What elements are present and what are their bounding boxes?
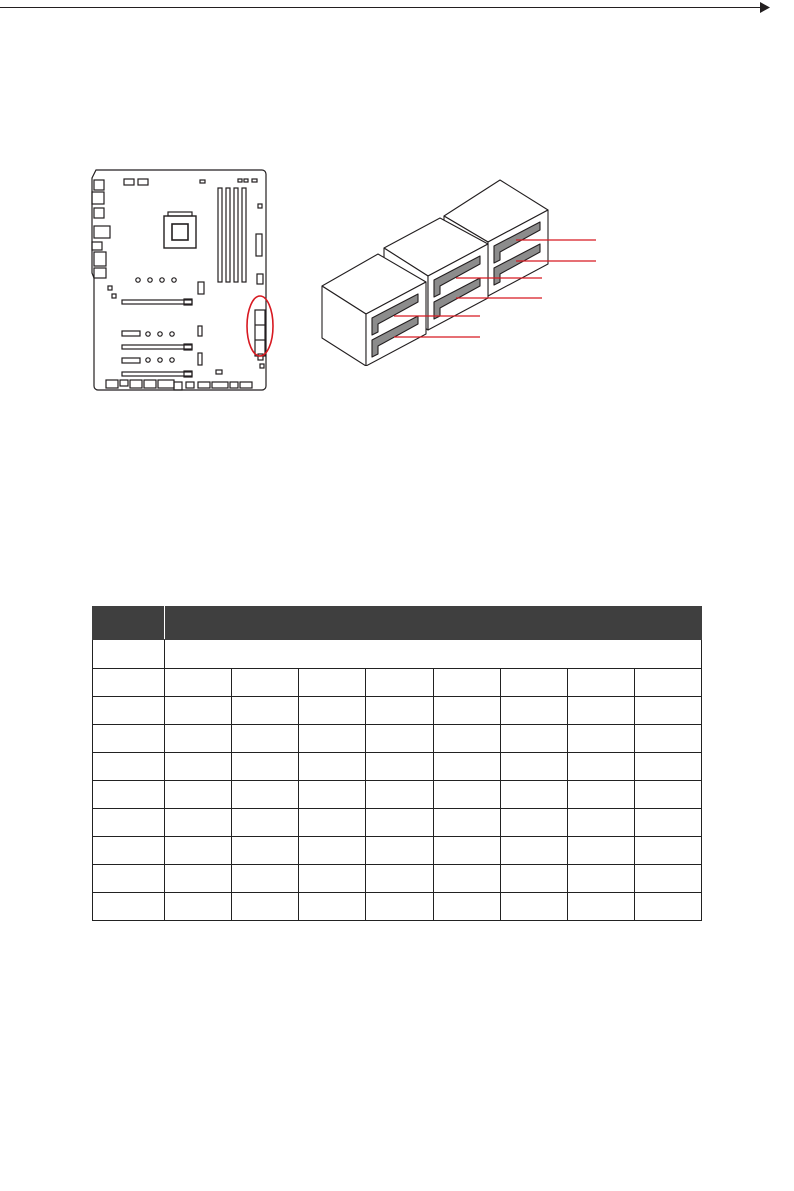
table-cell (634, 809, 701, 837)
table-cell (567, 893, 634, 921)
table-cell (634, 725, 701, 753)
table-row (93, 669, 702, 697)
table-cell (433, 837, 500, 865)
table-cell (634, 893, 701, 921)
table-cell (93, 837, 165, 865)
table-cell (165, 753, 232, 781)
table-cell (93, 753, 165, 781)
table-cell (299, 725, 366, 753)
table-cell (165, 837, 232, 865)
table-cell (165, 697, 232, 725)
table-cell (93, 640, 165, 669)
table-cell (165, 725, 232, 753)
table-cell (232, 781, 299, 809)
table-cell (366, 865, 433, 893)
table-cell (165, 809, 232, 837)
table-cell (433, 809, 500, 837)
pin-definition-table (92, 606, 702, 921)
table-cell (366, 725, 433, 753)
table-cell (500, 781, 567, 809)
table-cell (567, 809, 634, 837)
table-cell (433, 669, 500, 697)
table-row (93, 893, 702, 921)
table-cell (232, 865, 299, 893)
table-cell (433, 781, 500, 809)
table-cell (366, 809, 433, 837)
table-cell (299, 837, 366, 865)
motherboard-layout-icon (80, 168, 280, 400)
table-cell (299, 669, 366, 697)
table-cell (567, 697, 634, 725)
header-rule (0, 0, 794, 40)
table-cell (93, 809, 165, 837)
table-cell (634, 669, 701, 697)
table-cell (165, 669, 232, 697)
table-cell (500, 725, 567, 753)
table-cell (366, 753, 433, 781)
table-cell (567, 837, 634, 865)
table-row (93, 837, 702, 865)
table-row (93, 725, 702, 753)
table-cell (232, 725, 299, 753)
table-cell (299, 893, 366, 921)
table-cell (232, 697, 299, 725)
table-cell (366, 893, 433, 921)
table-cell (366, 669, 433, 697)
table-cell (500, 837, 567, 865)
table-cell (165, 640, 702, 669)
table-cell (165, 781, 232, 809)
table-cell (433, 865, 500, 893)
sata-port-stack-icon (312, 176, 612, 366)
table-cell (433, 725, 500, 753)
table-cell (567, 725, 634, 753)
table-cell (232, 893, 299, 921)
table-cell (433, 697, 500, 725)
table-subheader-row (93, 640, 702, 669)
table-cell (299, 865, 366, 893)
table-cell (366, 781, 433, 809)
table-cell (232, 669, 299, 697)
table-cell (299, 781, 366, 809)
table-cell (232, 809, 299, 837)
table-cell (232, 837, 299, 865)
table-row (93, 809, 702, 837)
table-cell (634, 837, 701, 865)
table-cell (93, 781, 165, 809)
table-cell (634, 865, 701, 893)
table-row (93, 697, 702, 725)
table-cell (500, 809, 567, 837)
table-cell (93, 725, 165, 753)
table-cell (500, 697, 567, 725)
table-cell (634, 781, 701, 809)
table-cell (165, 865, 232, 893)
table-cell (433, 893, 500, 921)
table-cell (165, 893, 232, 921)
table-cell (299, 809, 366, 837)
table-cell (299, 753, 366, 781)
table-cell (634, 697, 701, 725)
table-cell (93, 865, 165, 893)
table-cell (93, 697, 165, 725)
table-cell (500, 865, 567, 893)
table-cell (232, 753, 299, 781)
table-row (93, 781, 702, 809)
table-header-cell (165, 607, 702, 640)
table-cell (567, 781, 634, 809)
table-cell (634, 753, 701, 781)
table-cell (567, 865, 634, 893)
table-cell (500, 669, 567, 697)
table-cell (567, 753, 634, 781)
table-cell (366, 837, 433, 865)
table-cell (299, 697, 366, 725)
table-header-cell (93, 607, 165, 640)
table-cell (433, 753, 500, 781)
table-cell (366, 697, 433, 725)
table-cell (500, 893, 567, 921)
table-cell (500, 753, 567, 781)
table-row (93, 753, 702, 781)
table-header-row (93, 607, 702, 640)
table-cell (93, 669, 165, 697)
table-row (93, 865, 702, 893)
table-cell (567, 669, 634, 697)
table-cell (93, 893, 165, 921)
